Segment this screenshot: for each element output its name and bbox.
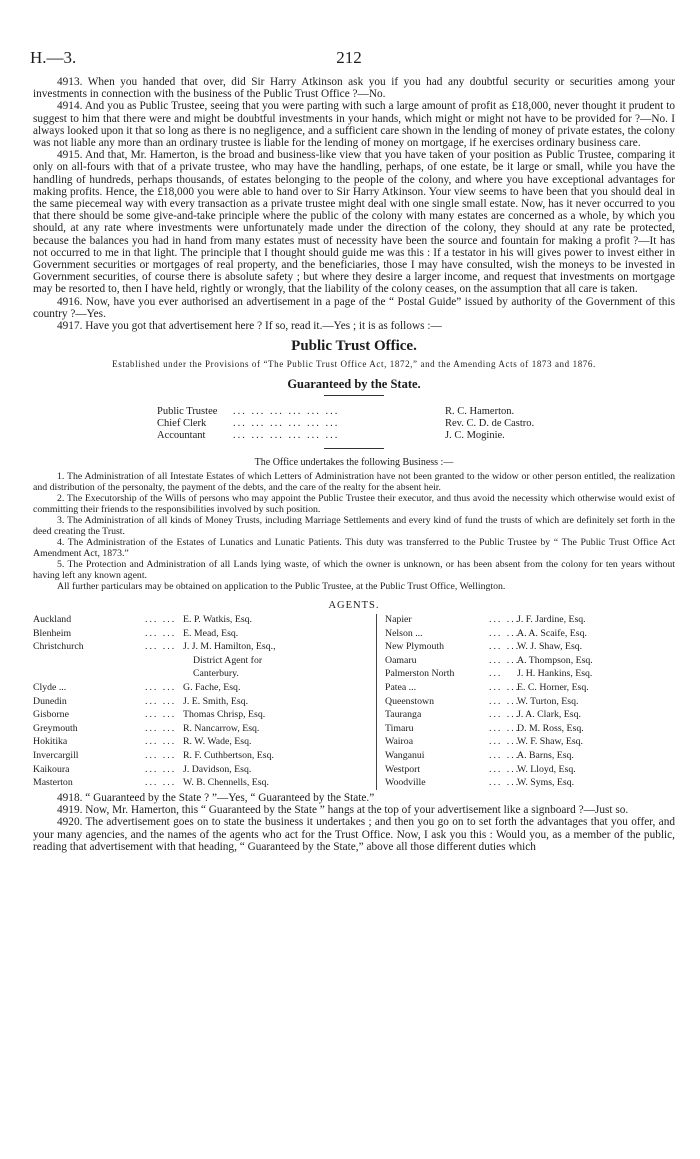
agent-name: E. Mead, Esq. [183, 627, 239, 639]
agent-row [33, 696, 323, 707]
agent-place: Timaru [385, 722, 414, 734]
leader-dots: ... ... [489, 736, 521, 748]
agent-place: Wairoa [385, 736, 414, 748]
officer-name: J. C. Moginie. [445, 429, 505, 441]
leader-dots: ... ... [489, 641, 521, 653]
leader-dots: ... ... [145, 736, 177, 748]
paragraph-4920: 4920. The advertisement goes on to state the business it undertakes ; and then you go on to set forth the advantages that you offer, and your many agencies, and the names of the agents who act for the Trust Office. Now, I ask you this : Would you, as a member of the public, reading that advertisement with that heading, “ Guaranteed by the State,” above all those different duties which [33, 816, 675, 853]
leader-dots: ... ... [489, 709, 521, 721]
agent-name: R. F. Cuthbertson, Esq. [183, 750, 274, 762]
page-number: 212 [336, 48, 362, 67]
officer-name: Rev. C. D. de Castro. [445, 417, 535, 429]
paragraph-4915: 4915. And that, Mr. Hamerton, is the broad and business-like view that you have taken of your position as Public Trustee, comparing it only on all-fours with that of a private trustee, who may have the handling, perhaps, of one estate, be it large or small, while you have the handling of hundreds, perhaps thousands, of estates belonging to the people of the colony, and where you have exceptional advantages for making profits. Hence, the £18,000 you were able to hand over to Sir Harry Atkinson. Your view seems to have been that you should deal in the same piecemeal way with every transaction as a private trustee might deal with one single small estate. Now, has it never occurred to you that there should be some give-and-take principle where the public of the colony with many estates are concerned as a whole, by which you should, at any rate where investments were unfortunately made under the direction of the colony, they should at any rate be protected, because the balances you had in hand from many estates must of necessity have been the source and fountain for making a profit ?—It has not occurred to me in that light. The principle that I thought should guide me was this : If a testator in his will gives power to invest either in Government securities or mortgages of real property, and the beneficiaries, those I may have consulted, wish the moneys to be invested in Government securities, of course there is absolute safety ; but where they desire a larger income, and request that investments on mortgage may be resorted to, then I have held, rightly or wrongly, that the liability of the colony ceases, on the assumption that all care is taken. [33, 149, 675, 296]
agent-place: Christchurch [33, 641, 84, 653]
paragraph-4919: 4919. Now, Mr. Hamerton, this “ Guaranteed by the State ” hangs at the top of your advertisement like a signboard ?—Just so. [57, 804, 629, 817]
agent-place: Auckland [33, 614, 72, 626]
leader-dots: ... ... [489, 695, 521, 707]
agent-place: Greymouth [33, 722, 78, 734]
agent-name: J. F. Jardine, Esq. [517, 614, 586, 626]
agent-name: D. M. Ross, Esq. [517, 722, 584, 734]
agent-name: E. P. Watkis, Esq. [183, 614, 252, 626]
business-heading: The Office undertakes the following Business :— [254, 456, 454, 468]
agent-place: Dunedin [33, 695, 67, 707]
agent-row [33, 655, 323, 666]
agent-name: W. B. Chennells, Esq. [183, 777, 269, 789]
agent-place: Gisborne [33, 709, 69, 721]
agent-place: Queenstown [385, 695, 434, 707]
agent-place: Westport [385, 763, 421, 775]
business-item: 1. The Administration of all Intestate Estates of which Letters of Administration have not been granted to the widow or other person entitled, the realization and distribution of the personalty, the payment of the debts, and the care of the realty for the absent heir. [33, 470, 675, 493]
agent-name: R. W. Wade, Esq. [183, 736, 252, 748]
leader-dots: ... ... [489, 722, 521, 734]
established-notice: Established under the Provisions of “The Public Trust Office Act, 1872,” and the Amending Acts of 1873 and 1876. [112, 359, 596, 370]
agent-name: J. E. Smith, Esq. [183, 695, 249, 707]
agent-name: R. Nancarrow, Esq. [183, 722, 260, 734]
leader-dots: ... ... ... ... ... ... [233, 429, 340, 441]
agent-name: J. H. Hankins, Esq. [517, 668, 593, 680]
leader-dots: ... ... ... ... ... ... [233, 417, 340, 429]
agent-row [33, 736, 323, 747]
officer-role: Chief Clerk [157, 417, 207, 429]
agent-place: Tauranga [385, 709, 422, 721]
business-item: 5. The Protection and Administration of all Lands lying waste, of which the owner is unknown, or has been absent from the colony for ten years without having left any known agent. [33, 558, 675, 581]
agent-place: Nelson ... [385, 627, 423, 639]
agent-row [33, 641, 323, 652]
agent-row [385, 736, 675, 747]
divider-rule [324, 448, 384, 449]
officer-row [33, 406, 675, 418]
leader-dots: ... ... [145, 709, 177, 721]
business-item: 2. The Executorship of the Wills of persons who may appoint the Public Trustee their executor, and thus avoid the necessity which otherwise would exist of committing their friends to the responsibilities involved by such position. [33, 492, 675, 515]
agent-place: Woodville [385, 777, 426, 789]
page-header [30, 48, 668, 70]
leader-dots: ... ... [489, 654, 521, 666]
agent-row [385, 723, 675, 734]
business-item: 3. The Administration of all kinds of Money Trusts, including Marriage Settlements and every kind of fund the trusts of which are definitely set forth in the deed creating the Trust. [33, 514, 675, 537]
leader-dots: ... ... [145, 695, 177, 707]
advertisement-title: Public Trust Office. [291, 338, 417, 355]
agent-place: Blenheim [33, 627, 72, 639]
agent-place: Kaikoura [33, 763, 70, 775]
agent-name: J. A. Clark, Esq. [517, 709, 581, 721]
agent-name: G. Fache, Esq. [183, 682, 241, 694]
leader-dots: ... ... [489, 682, 521, 694]
agent-row [385, 709, 675, 720]
leader-dots: ... ... [145, 614, 177, 626]
document-code: H.—3. [30, 48, 77, 67]
leader-dots: ... ... [145, 641, 177, 653]
guaranteed-heading: Guaranteed by the State. [287, 377, 421, 392]
leader-dots: ... ... [489, 614, 521, 626]
leader-dots: ... ... ... ... ... ... [233, 405, 340, 417]
officer-role: Accountant [157, 429, 206, 441]
leader-dots: ... [489, 668, 503, 680]
agent-place: Oamaru [385, 654, 417, 666]
agent-name: A. Thompson, Esq. [517, 654, 593, 666]
leader-dots: ... ... [489, 627, 521, 639]
agent-row [385, 614, 675, 625]
agent-row [33, 777, 323, 788]
agent-place: New Plymouth [385, 641, 445, 653]
agent-row [385, 628, 675, 639]
agent-place: Masterton [33, 777, 73, 789]
agent-row [33, 628, 323, 639]
agent-row [385, 696, 675, 707]
agents-list [33, 614, 675, 792]
agent-name: A. Barns, Esq. [517, 750, 574, 762]
agent-row [33, 709, 323, 720]
paragraph-4914: 4914. And you as Public Trustee, seeing that you were parting with such a large amount of profit as £18,000, never thought it prudent to suggest to him that there were and might be doubtful investments in your hands, which might or might not have to be provided for ?—No. I always looked upon it that so long as there is no negligence, and a sufficient care shown in the lending of money of private estates, the colony was not liable any more than an ordinary trustee is liable for the lending of money on mortgage, if he exercises ordinary business care. [33, 100, 675, 150]
agent-name: W. Lloyd, Esq. [517, 763, 576, 775]
agent-name: A. A. Scaife, Esq. [517, 627, 587, 639]
agent-name: J. J. M. Hamilton, Esq., [183, 641, 276, 653]
officer-row [33, 430, 675, 442]
paragraph-4917: 4917. Have you got that advertisement here ? If so, read it.—Yes ; it is as follows :— [57, 320, 442, 333]
agent-place: Hokitika [33, 736, 68, 748]
agent-name: District Agent for [193, 654, 263, 666]
leader-dots: ... ... [489, 750, 521, 762]
leader-dots: ... ... [145, 750, 177, 762]
officer-role: Public Trustee [157, 405, 218, 417]
agent-row [385, 777, 675, 788]
agent-row [385, 668, 675, 679]
agent-row [33, 764, 323, 775]
agent-row [33, 723, 323, 734]
agent-name: W. F. Shaw, Esq. [517, 736, 583, 748]
document-body [33, 76, 675, 853]
agent-name: Thomas Chrisp, Esq. [183, 709, 266, 721]
leader-dots: ... ... [145, 682, 177, 694]
leader-dots: ... ... [145, 627, 177, 639]
paragraph-4916: 4916. Now, have you ever authorised an advertisement in a page of the “ Postal Guide” issued by authority of the Government of this country ?—Yes. [33, 295, 675, 320]
agent-place: Palmerston North [385, 668, 455, 680]
column-divider [376, 614, 377, 790]
agent-place: Patea ... [385, 682, 417, 694]
agent-row [33, 668, 323, 679]
agent-name: J. Davidson, Esq. [183, 763, 252, 775]
leader-dots: ... ... [489, 777, 521, 789]
agent-name: W. Turton, Esq. [517, 695, 579, 707]
agent-row [33, 750, 323, 761]
leader-dots: ... ... [145, 722, 177, 734]
agent-row [33, 614, 323, 625]
agent-row [385, 750, 675, 761]
leader-dots: ... ... [145, 763, 177, 775]
agent-row [33, 682, 323, 693]
advertisement [33, 340, 675, 792]
divider-rule [324, 395, 384, 396]
agent-row [385, 655, 675, 666]
paragraph-4918: 4918. “ Guaranteed by the State ? ”—Yes, “ Guaranteed by the State.” [57, 792, 375, 805]
officer-name: R. C. Hamerton. [445, 405, 515, 417]
leader-dots: ... ... [489, 763, 521, 775]
agent-row [385, 641, 675, 652]
paragraph-4913: 4913. When you handed that over, did Sir Harry Atkinson ask you if you had any doubtful security or securities among your investments in connection with the business of the Public Trust Office ?—No. [33, 76, 675, 101]
agent-name: W. Syms, Esq. [517, 777, 575, 789]
officer-row [33, 418, 675, 430]
agent-name: Canterbury. [193, 668, 239, 680]
business-note: All further particulars may be obtained on application to the Public Trustee, at the Public Trust Office, Wellington. [57, 580, 506, 592]
agents-title: AGENTS. [328, 599, 380, 611]
agent-place: Wanganui [385, 750, 425, 762]
agent-name: W. J. Shaw, Esq. [517, 641, 583, 653]
business-item: 4. The Administration of the Estates of Lunatics and Lunatic Patients. This duty was transferred to the Public Trustee by “ The Public Trust Office Act Amendment Act, 1873.” [33, 536, 675, 559]
agent-row [385, 764, 675, 775]
leader-dots: ... ... [145, 777, 177, 789]
agent-row [385, 682, 675, 693]
agent-place: Clyde ... [33, 682, 67, 694]
agent-place: Napier [385, 614, 412, 626]
agent-place: Invercargill [33, 750, 79, 762]
agent-name: E. C. Horner, Esq. [517, 682, 589, 694]
